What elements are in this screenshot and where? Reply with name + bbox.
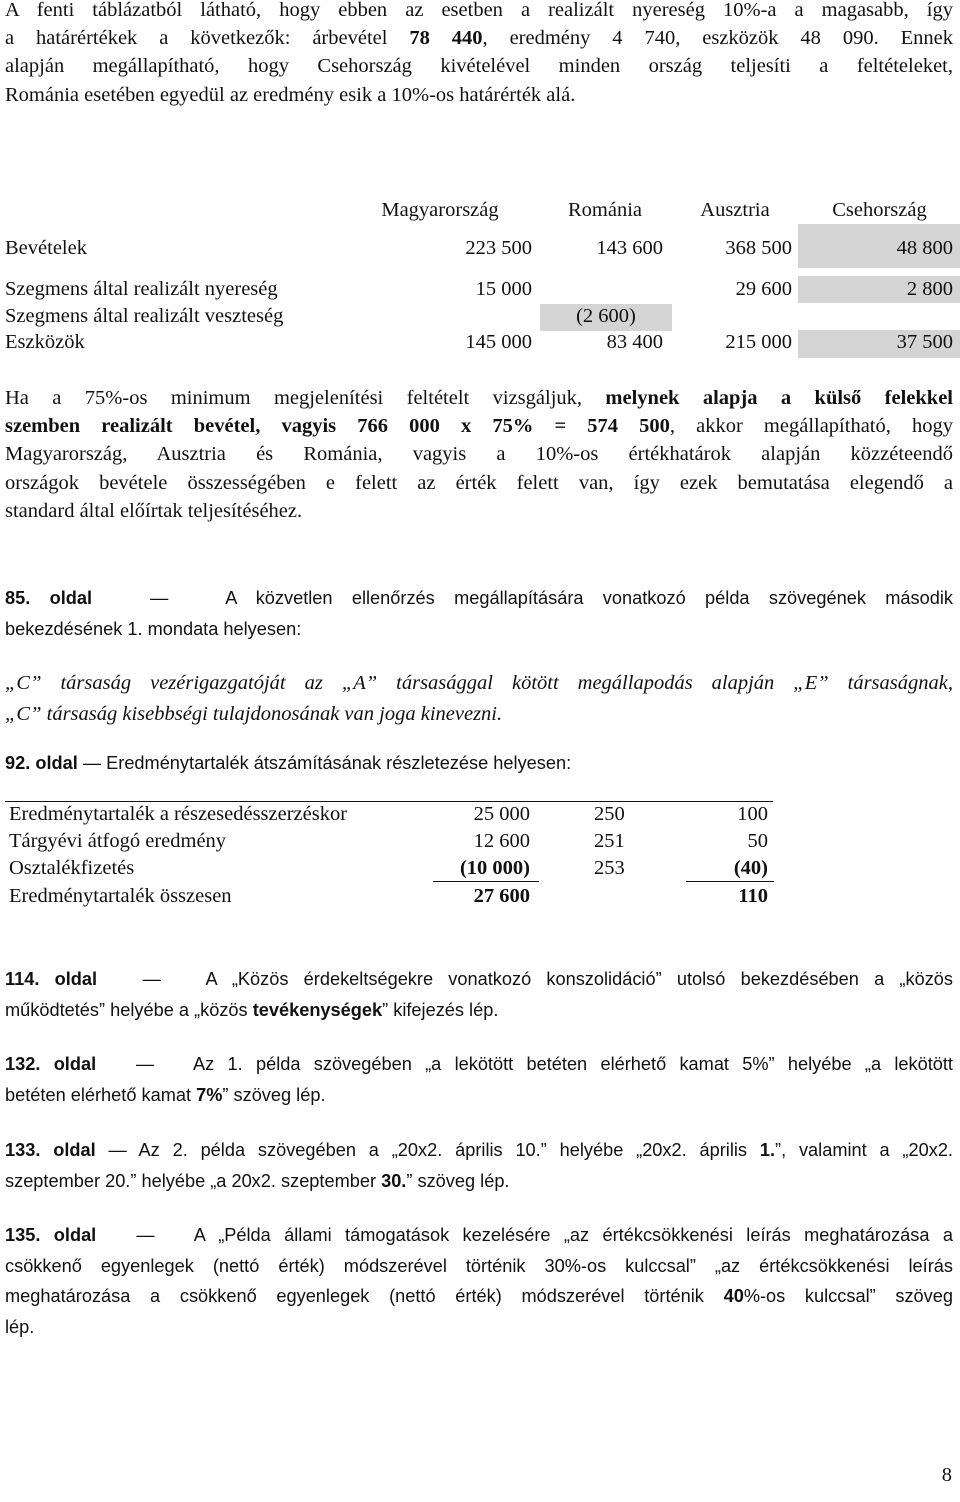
paragraph-line: standard által előírtak teljesítéséhez. <box>5 499 303 522</box>
correction-line <box>5 964 953 995</box>
quote-text: ” társasággal kötött megállapodás alapján „ <box>365 672 805 694</box>
table-top-rule <box>5 801 773 802</box>
correction-line <box>5 1080 953 1111</box>
page-ref-word: oldal <box>49 588 93 608</box>
correction-text: A közvetlen ellenőrzés megállapítására vonatkozó példa szövegének második <box>225 588 953 608</box>
quote-mark: „ <box>5 703 17 725</box>
quote-text: ” társaság vezérigazgatóját az „ <box>30 672 354 694</box>
correction-92 <box>5 748 953 779</box>
dash: — <box>150 588 169 608</box>
correction-bold: 7% <box>196 1084 223 1105</box>
correction-text: Eredménytartalék átszámításának részletezése helyesen: <box>106 753 572 773</box>
table-cell: 48 800 <box>896 237 953 259</box>
row-label: Tárgyévi átfogó eredmény <box>9 830 227 852</box>
table-cell: 215 000 <box>725 331 792 353</box>
quote-line <box>5 668 953 699</box>
intro-text: , eredmény 4 740, eszközök 48 090. Ennek <box>482 27 954 50</box>
table-cell: 250 <box>594 803 625 825</box>
correction-text: működtetés” helyébe a „közös <box>5 999 253 1020</box>
correction-text: A „Példa állami támogatások kezelésére „az értékcsökkenési leírás meghatározása a <box>193 1225 953 1245</box>
intro-text: a határértékek a következők: árbevétel <box>5 27 410 50</box>
page-ref: 132. <box>5 1054 41 1074</box>
quote-letter: A <box>353 672 366 694</box>
correction-line <box>5 1281 953 1312</box>
table-cell: (10 000) <box>459 857 530 879</box>
table-cell: 100 <box>737 803 768 825</box>
correction-133 <box>5 1135 953 1196</box>
page-number: 8 <box>941 1464 952 1486</box>
row-label: Szegmens által realizált veszteség <box>5 305 284 327</box>
correction-text: meghatározása a csökkenő egyenlegek (nettó érték) módszerével történik <box>5 1286 724 1306</box>
table-cell: 12 600 <box>473 830 530 852</box>
table-cell: 145 000 <box>465 331 532 353</box>
paragraph-bold: melynek alapja a külső felekkel <box>605 387 953 409</box>
table-cell: 253 <box>594 857 625 879</box>
quote-text: ” társaságnak, <box>817 672 953 694</box>
table-cell: 37 500 <box>896 331 953 353</box>
intro-line: A fenti táblázatból látható, hogy ebben az esetben a realizált nyereség 10%-a a magasabb, így <box>5 0 953 21</box>
row-label: Osztalékfizetés <box>9 857 135 879</box>
table-cell: 83 400 <box>606 331 663 353</box>
dash: — <box>136 1225 155 1245</box>
correction-line <box>5 1049 953 1080</box>
correction-line <box>5 1166 953 1197</box>
paragraph-text: Ha a 75%-os minimum megjelenítési feltételt vizsgáljuk, <box>5 387 606 409</box>
dash: — <box>142 969 161 989</box>
correction-bold: tevékenységek <box>252 999 383 1020</box>
intro-paragraph <box>5 0 953 109</box>
correction-text: betéten elérhető kamat <box>5 1084 197 1105</box>
correction-132 <box>5 1049 953 1110</box>
correction-line <box>5 583 953 614</box>
row-label: Eredménytartalék a részesedésszerzéskor <box>9 803 348 825</box>
table-cell: 50 <box>747 830 768 852</box>
column-header: Csehország <box>832 199 927 221</box>
correction-bold: 1. <box>759 1140 776 1160</box>
dash: — <box>108 1140 127 1160</box>
table-cell: 15 000 <box>475 278 532 300</box>
correction-135 <box>5 1220 953 1342</box>
paragraph-text: , akkor megállapítható, hogy <box>669 415 953 438</box>
page-ref-word: oldal <box>53 1225 97 1245</box>
table-cell: 29 600 <box>735 278 792 300</box>
correction-114 <box>5 964 953 1025</box>
table-cell: (40) <box>733 857 768 879</box>
column-header: Ausztria <box>700 199 770 221</box>
correction-line <box>5 748 953 779</box>
page-ref: 114. <box>5 969 40 989</box>
table-cell: 25 000 <box>473 803 530 825</box>
correction-85 <box>5 583 953 644</box>
page-ref: 85. <box>5 588 31 608</box>
correction-line <box>5 1220 953 1251</box>
row-label: Szegmens által realizált nyereség <box>5 278 278 300</box>
correction-text: Az 1. példa szövegében „a lekötött betéten elérhető kamat 5%” helyébe „a lekötött <box>193 1054 953 1074</box>
page-ref-word: oldal <box>35 753 78 773</box>
paragraph-line <box>5 412 953 440</box>
table-cell: 110 <box>738 885 768 907</box>
quote-mark: „ <box>5 672 17 694</box>
table-cell: (2 600) <box>576 305 636 327</box>
correction-text: A „Közös érdekeltségekre vonatkozó konszolidáció” utolsó bekezdésében a „közös <box>205 969 953 989</box>
page-ref: 92. <box>5 753 31 773</box>
subtotal-rule <box>433 881 539 882</box>
correction-text: ” kifejezés lép. <box>382 999 499 1020</box>
correction-text: Az 2. példa szövegében a „20x2. április 10.” helyébe „20x2. április <box>138 1140 760 1160</box>
paragraph-line <box>5 384 953 412</box>
correction-line: csökkenő egyenlegek (nettó érték) módszerével történik 30%-os kulccsal” „az értékcsökkenési leírás <box>5 1255 953 1276</box>
correction-line <box>5 995 953 1026</box>
page-ref: 133. <box>5 1140 41 1160</box>
table-cell: 251 <box>594 830 625 852</box>
paragraph-bold: szemben realizált bevétel, vagyis 766 000 x 75% = 574 500 <box>5 415 670 438</box>
paragraph-line: Magyarország, Ausztria és Románia, vagyis a 10%-os értékhatárok alapján közzéteendő <box>5 443 953 466</box>
table-cell: 2 800 <box>906 278 953 300</box>
quote-text: ” társaság kisebbségi tulajdonosának van joga kinevezni. <box>30 703 503 725</box>
quote-letter: C <box>16 672 31 694</box>
subtotal-rule <box>686 881 774 882</box>
quote-letter: C <box>16 703 31 725</box>
quote-letter: E <box>804 672 818 694</box>
column-header: Magyarország <box>381 199 499 221</box>
page-ref-word: oldal <box>53 1054 97 1074</box>
table-cell: 223 500 <box>465 237 532 259</box>
table-cell: 368 500 <box>725 237 792 259</box>
dash: — <box>135 1054 155 1074</box>
page-ref-word: oldal <box>53 1140 96 1160</box>
page-ref: 135. <box>5 1225 41 1245</box>
intro-line <box>5 24 953 52</box>
row-label: Eredménytartalék összesen <box>9 885 232 907</box>
quote-line <box>5 699 953 730</box>
page-ref-word: oldal <box>54 969 98 989</box>
correction-bold: 30. <box>381 1170 407 1191</box>
table-cell: 143 600 <box>596 237 663 259</box>
table-cell: 27 600 <box>473 885 530 907</box>
correction-line: bekezdésének 1. mondata helyesen: <box>5 618 302 639</box>
threshold-paragraph <box>5 384 953 525</box>
correction-text: ” szöveg lép. <box>406 1170 510 1191</box>
correction-line: lép. <box>5 1316 35 1337</box>
quote-85 <box>5 668 953 730</box>
correction-text: ” szöveg lép. <box>222 1084 326 1105</box>
intro-bold-value: 78 440 <box>409 27 483 50</box>
row-label: Bevételek <box>5 237 87 259</box>
column-header: Románia <box>567 199 642 221</box>
correction-bold: 40 <box>723 1286 744 1306</box>
correction-text: szeptember 20.” helyébe „a 20x2. szeptember <box>5 1170 382 1191</box>
intro-line: alapján megállapítható, hogy Csehország kivételével minden ország teljesíti a feltételeket, <box>5 55 953 78</box>
correction-text: ”, valamint a „20x2. <box>775 1140 953 1160</box>
dash: — <box>82 753 102 773</box>
paragraph-line: országok bevétele összességében e felett az érték felett van, így ezek bemutatása elegendő a <box>5 471 953 494</box>
row-label: Eszközök <box>5 331 85 353</box>
intro-line: Románia esetében egyedül az eredmény esik a 10%-os határérték alá. <box>5 83 576 106</box>
correction-line <box>5 1135 953 1166</box>
correction-text: %-os kulccsal” szöveg <box>743 1286 953 1306</box>
